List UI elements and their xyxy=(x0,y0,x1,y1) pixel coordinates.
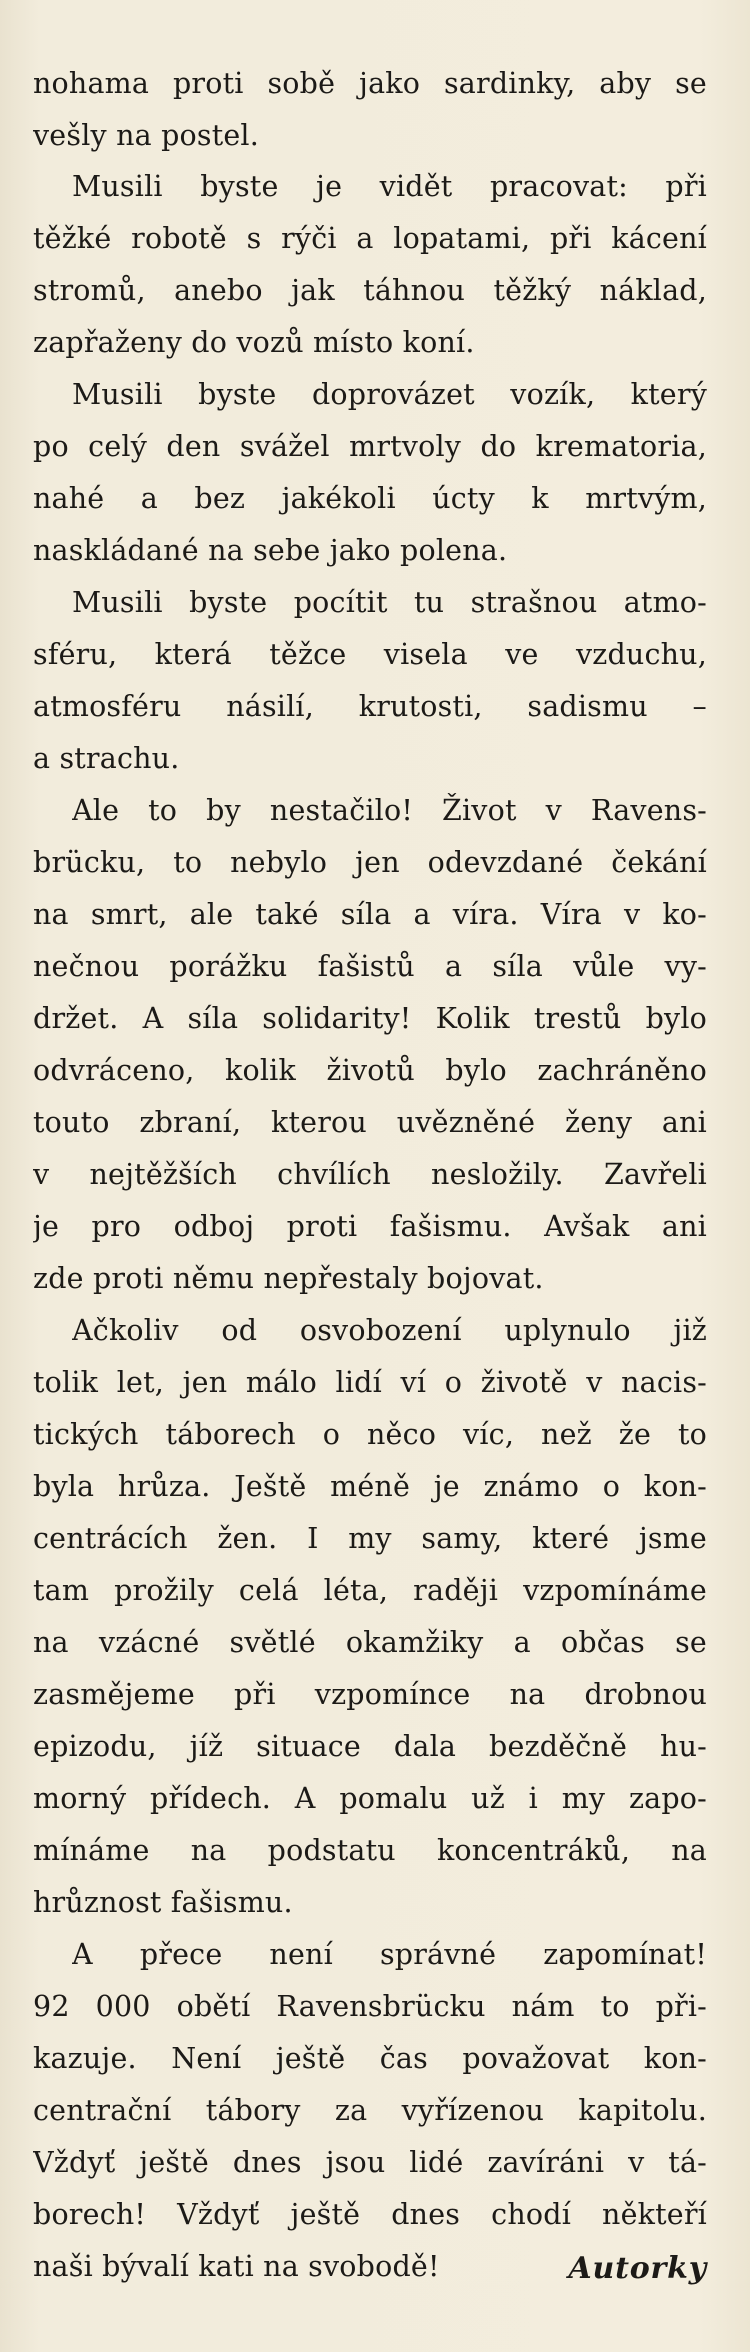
text-line: borech! Vždyť ještě dnes chodí někteří xyxy=(33,2198,707,2231)
text-line: hrůznost fašismu. xyxy=(33,1886,293,1919)
paragraph-first-line: A přece není správné zapomínat! xyxy=(72,1938,707,1971)
text-line: mínáme na podstatu koncentráků, na xyxy=(33,1834,707,1867)
text-line: stromů, anebo jak táhnou těžký náklad, xyxy=(33,274,707,307)
text-line: je pro odboj proti fašismu. Avšak ani xyxy=(33,1210,707,1243)
text-line: touto zbraní, kterou uvězněné ženy ani xyxy=(33,1106,707,1139)
paragraph-first-line: Ale to by nestačilo! Život v Ravens- xyxy=(72,794,707,827)
paragraph-first-line: Musili byste pocítit tu strašnou atmo- xyxy=(72,586,707,619)
paragraph-first-line: Musili byste doprovázet vozík, který xyxy=(72,378,707,411)
text-line: a strachu. xyxy=(33,742,180,775)
text-line: byla hrůza. Ještě méně je známo o kon- xyxy=(33,1470,707,1503)
paragraph-first-line: Ačkoliv od osvobození uplynulo již xyxy=(72,1314,707,1347)
text-line: na smrt, ale také síla a víra. Víra v ko- xyxy=(33,898,707,931)
text-line: zde proti němu nepřestaly bojovat. xyxy=(33,1262,544,1295)
text-line: zapřaženy do vozů místo koní. xyxy=(33,326,475,359)
signature: Autorky xyxy=(568,2251,707,2286)
text-line: zasmějeme při vzpomínce na drobnou xyxy=(33,1678,707,1711)
text-line: odvráceno, kolik životů bylo zachráněno xyxy=(33,1054,707,1087)
text-line: vešly na postel. xyxy=(33,119,259,152)
text-line: těžké robotě s rýči a lopatami, při kácení xyxy=(33,222,707,255)
text-line: nečnou porážku fašistů a síla vůle vy- xyxy=(33,950,707,983)
text-line: držet. A síla solidarity! Kolik trestů bylo xyxy=(33,1002,707,1035)
text-line: 92 000 obětí Ravensbrücku nám to při- xyxy=(33,1990,707,2023)
text-line: epizodu, jíž situace dala bezděčně hu- xyxy=(33,1730,707,1763)
text-line: Vždyť ještě dnes jsou lidé zavíráni v tá- xyxy=(33,2146,707,2179)
text-line: tických táborech o něco víc, než že to xyxy=(33,1418,707,1451)
paragraph-first-line: Musili byste je vidět pracovat: při xyxy=(72,170,707,203)
text-line: nahé a bez jakékoli úcty k mrtvým, xyxy=(33,482,707,515)
text-line: atmosféru násilí, krutosti, sadismu – xyxy=(33,690,707,723)
text-line: centrační tábory za vyřízenou kapitolu. xyxy=(33,2094,707,2127)
text-line: na vzácné světlé okamžiky a občas se xyxy=(33,1626,707,1659)
text-line: v nejtěžších chvílích nesložily. Zavřeli xyxy=(33,1158,707,1191)
text-line: po celý den svážel mrtvoly do krematoria, xyxy=(33,430,707,463)
text-line: nohama proti sobě jako sardinky, aby se xyxy=(33,67,707,100)
text-line: morný přídech. A pomalu už i my zapo- xyxy=(33,1782,707,1815)
text-line: naskládané na sebe jako polena. xyxy=(33,534,508,567)
text-line: naši bývalí kati na svobodě! xyxy=(33,2250,440,2283)
text-line: tam prožily celá léta, raději vzpomínáme xyxy=(33,1574,707,1607)
text-line: brücku, to nebylo jen odevzdané čekání xyxy=(33,846,707,879)
text-line: centrácích žen. I my samy, které jsme xyxy=(33,1522,707,1555)
text-line: sféru, která těžce visela ve vzduchu, xyxy=(33,638,707,671)
text-line: kazuje. Není ještě čas považovat kon- xyxy=(33,2042,707,2075)
text-line: tolik let, jen málo lidí ví o životě v nacis- xyxy=(33,1366,707,1399)
